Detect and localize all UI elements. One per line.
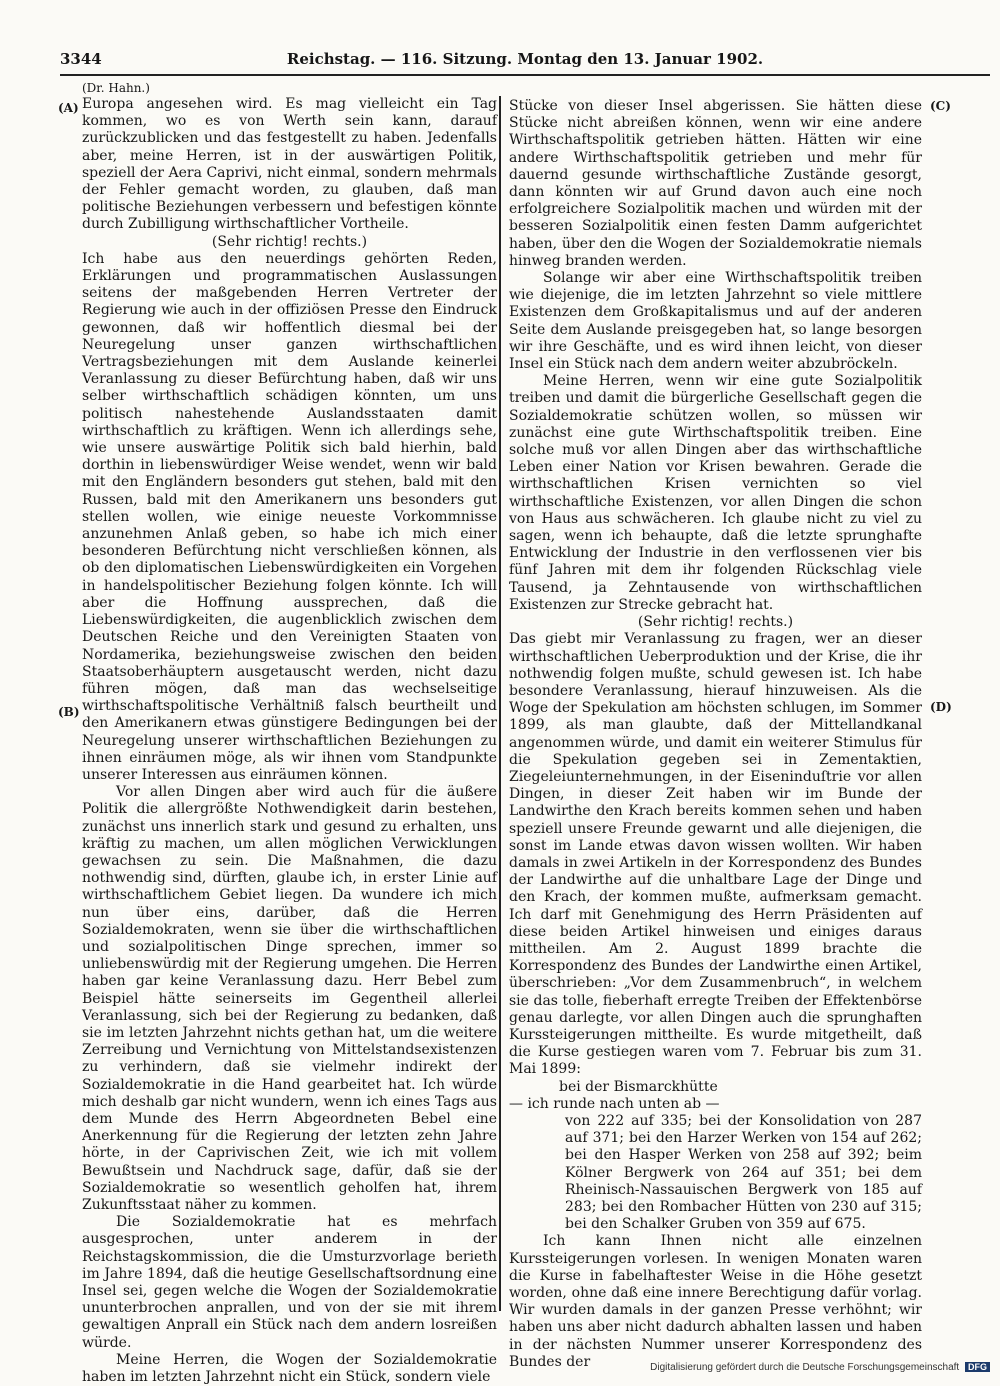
- paragraph: Meine Herren, die Wogen der Sozialdemokratie haben im letzten Jahrzehnt nicht ein Stück, sondern viele: [82, 1351, 497, 1386]
- interjection: (Sehr richtig! rechts.): [211, 233, 368, 250]
- interjection: (Sehr richtig! rechts.): [637, 614, 794, 631]
- margin-mark-c: (C): [930, 99, 951, 113]
- running-title: Reichstag. — 116. Sitzung. Montag den 13. Januar 1902.: [286, 50, 764, 68]
- page-header: [60, 50, 990, 76]
- margin-mark-b: (B): [58, 705, 80, 719]
- paragraph: Solange wir aber eine Wirthschaftspolitik treiben wie diejenige, die im letzten Jahrzehnt so viele mittlere Existenzen dem Großkapitalismus und auf der anderen Seite dem Auslande preisgegeben hat, so lange besorgen wir ihre Geschäfte, und es wird ihnen leicht, von dieser Insel ein Stück nach dem andern weiter abzubröckeln.: [509, 270, 922, 373]
- footer-credit: [650, 1362, 990, 1373]
- paragraph: Meine Herren, wenn wir eine gute Sozialpolitik treiben und damit die bürgerliche Gesellschaft gegen die Sozialdemokratie schützen wollen, so müssen wir zunächst eine gute Wirthschaftspolitik treiben. Eine solche muß vor allen Dingen aber das wirthschaftliche Leben einer Nation vor Krisen bewahren. Gerade die wirthschaftlichen Krisen vernichten so viel wirthschaftliche Existenzen, vor allen Dingen die schon von Haus aus schwächeren. Ich glaube nicht zu viel zu sagen, wenn ich behaupte, daß die letzte sprunghafte Entwicklung der Industrie in den verflossenen vier bis fünf Jahren mit dem ihr folgenden Rückschlag viele Tausend, ja Zehntausende von wirthschaftlichen Existenzen zur Strecke gebracht hat.: [509, 373, 922, 613]
- paragraph: Vor allen Dingen aber wird auch für die äußere Politik die allergrößte Nothwendigkeit darin bestehen, zunächst uns innerlich stark und gesund zu erhalten, uns kräftig zu machen, um allen möglichen Verwicklungen gewachsen zu sein. Die Maßnahmen, die dazu nothwendig sind, dürften, glaube ich, in erster Linie auf wirthschaftlichem Gebiet liegen. Da wundere ich mich nun über eins, darüber, daß die Herren Sozialdemokraten, wenn sie über die wirthschaftlichen und sozialpolitischen Dinge sprechen, immer so unliebenswürdig mit der Regierung umgehen. Die Herren haben gar keine Veranlassung dazu. Herr Bebel zum Beispiel hätte seinerseits im Gegentheil allerlei Veranlassung, sich bei der Regierung zu bedanken, daß sie im letzten Jahrzehnt nichts gethan hat, um die weitere Zerreibung und Vernichtung von Mittelstandsexistenzen zu verhindern, daß sie vielmehr indirekt der Sozialdemokratie in die Hand gearbeitet hat. Ich würde mich deshalb gar nicht wundern, wenn ich eines Tags aus dem Munde des Herrn Abgeordneten Bebel eine Anerkennung für die Regierung der letzten zehn Jahre hörte, in der Caprivischen Zeit, wie ich mit vollem Bewußtsein und Nachdruck sage, dafür, daß sie der Sozialdemokratie so wesentlich geholfen hat, ihrem Zukunftsstaat näher zu kommen.: [82, 784, 497, 1213]
- right-column: [509, 98, 922, 1371]
- footer-text: Digitalisierung gefördert durch die Deutsche Forschungsgemeinschaft: [650, 1362, 960, 1373]
- paragraph: Das giebt mir Veranlassung zu fragen, wer an dieser wirthschaftlichen Ueberproduktion und der Krise, die ihr nothwendig folgen mußte, schuld gewesen ist. Ich habe besondere Veranlassung, hierauf hinzuweisen. Als die Woge der Spekulation am höchsten schlugen, im Sommer 1899, als man glaubte, daß der Mittellandkanal angenommen würde, und damit ein weiterer Stimulus für die Spekulation gegeben sei in Zementaktien, Ziegeleiunternehmungen, in der Eiseninduſtrie vor allen Dingen, in dieser Zeit haben wir im Bunde der Landwirthe den Krach bereits kommen sehen und haben speziell unsere Freunde gewarnt und alle diejenigen, die sonst im Lande etwas davon wissen wollten. Wir haben damals in zwei Artikeln in der Korrespondenz des Bundes der Landwirthe auf die unhaltbare Lage der Dinge und den Krach, der kommen mußte, aufmerksam gemacht. Ich darf mit Genehmigung des Herrn Präsidenten auf diese beiden Artikel hinweisen und einiges daraus mittheilen. Am 2. August 1899 brachte die Korrespondenz des Bundes der Landwirthe einen Artikel, überschrieben: „Vor dem Zusammenbruch“, in welchem sie das tolle, fieberhaft erregte Treiben der Effektenbörse genau darlegte, vor allen Dingen auch die sprunghaften Kurssteigerungen mittheilte. Es wurde mitgetheilt, daß die Kurse gestiegen waren vom 7. Februar bis zum 31. Mai 1899:: [509, 631, 922, 1078]
- margin-mark-a: (A): [58, 101, 79, 115]
- paragraph: Ich kann Ihnen nicht alle einzelnen Kurssteigerungen vorlesen. In wenigen Monaten waren die Kurse in fabelhaftester Weise in die Höhe gesetzt worden, ohne daß eine innere Berechtigung dafür vorlag. Wir wurden damals in der ganzen Presse verhöhnt; wir haben uns aber nicht dadurch abhalten lassen und haben in der nächsten Nummer unserer Korrespondenz des Bundes der: [509, 1233, 922, 1370]
- list-intro: bei der Bismarckhütte: [559, 1078, 718, 1095]
- paragraph: Stücke von dieser Insel abgerissen. Sie hätten diese Stücke nicht abreißen können, wenn wir eine andere Wirthschaftspolitik getrieben hätten. Hätten wir eine andere Wirthschaftspolitik getrieben und mehr für dauernd gesunde wirthschaftliche Zustände gesorgt, dann könnten wir auf Grund davon auch eine noch erfolgreichere Sozialpolitik machen und würden mit der besseren Sozialpolitik einen festen Damm aufgerichtet haben, über den die Wogen der Sozialdemokratie niemals hinweg branden werden.: [509, 98, 922, 269]
- margin-mark-d: (D): [930, 700, 952, 714]
- column-divider: [499, 96, 501, 1311]
- paragraph: Die Sozialdemokratie hat es mehrfach ausgesprochen, unter anderem in der Reichstagskommission, die die Umsturzvorlage berieth im Jahre 1894, daß die heutige Gesellschaftsordnung eine Insel sei, gegen welche die Wogen der Sozialdemokratie ununterbrochen anprallen, und von der sie mit ihrem gewaltigen Anprall ein Stück nach dem andern losreißen würde.: [82, 1214, 497, 1351]
- speaker-reference: (Dr. Hahn.): [82, 81, 150, 95]
- list-note: — ich runde nach unten ab —: [509, 1095, 720, 1112]
- page-number: 3344: [60, 50, 102, 68]
- paragraph: Europa angesehen wird. Es mag vielleicht ein Tag kommen, wo es von Werth sein kann, darauf zurückzublicken und das festgestellt zu haben. Jedenfalls aber, meine Herren, ist in der auswärtigen Politik, speziell der Aera Caprivi, nicht einmal, sondern mehrmals der Fehler gemacht worden, zu glauben, daß man politische Beziehungen verbessern und befestigen könnte durch Zubilligung wirthschaftlicher Vortheile.: [82, 96, 497, 233]
- price-list: von 222 auf 335; bei der Konsolidation von 287 auf 371; bei den Harzer Werken von 154 auf 262; bei den Hasper Werken von 258 auf 392; beim Kölner Bergwerk von 264 auf 351; bei dem Rheinisch-Nassauischen Bergwerk von 185 auf 283; bei den Rombacher Hütten von 230 auf 315; bei den Schalker Gruben von 359 auf 675.: [565, 1112, 922, 1233]
- left-column: [82, 96, 497, 1386]
- dfg-logo: DFG: [965, 1362, 990, 1372]
- paragraph: Ich habe aus den neuerdings gehörten Reden, Erklärungen und programmatischen Auslassungen seitens der maßgebenden Herren Vertreter der Regierung wie auch in der offiziösen Presse den Eindruck gewonnen, daß wir hoffentlich diesmal bei der Neuregelung unser ganzen wirthschaftlichen Vertragsbeziehungen mit dem Auslande keinerlei Veranlassung zu dieser Befürchtung haben, daß wir uns selber wirthschaftlich schädigen könnten, um uns politisch nahestehende Auslandsstaaten damit wirthschaftlich zu kräftigen. Wenn ich allerdings sehe, wie unsere auswärtige Politik sich bald hierhin, bald dorthin in liebenswürdiger Weise wendet, wenn wir bald mit den Engländern besonders gut stehen, bald mit den Russen, bald mit den Amerikanern uns besonders gut stellen wollen, wie einige neueste Vorkommnisse anzunehmen Anlaß geben, so habe ich mich einer besonderen Befürchtung nicht verschließen können, als ob den diplomatischen Liebenswürdigkeiten ein Vorgehen in handelspolitischer Beziehung folgen könnte. Ich will aber die Hoffnung aussprechen, daß die Liebenswürdigkeiten, die augenblicklich zwischen dem Deutschen Reiche und den Vereinigten Staaten von Nordamerika, beziehungsweise zwischen den beiden Staatsoberhäuptern ausgetauscht werden, nicht dazu führen mögen, daß man das wechselseitige wirthschaftspolitische Verhältniß falsch beurtheilt und den Amerikanern etwas günstigere Bedingungen bei der Neuregelung unserer wirthschaftlichen Beziehungen zu ihnen einräumen möge, als wir ihnen vom Standpunkte unserer Interessen aus einräumen können.: [82, 250, 497, 783]
